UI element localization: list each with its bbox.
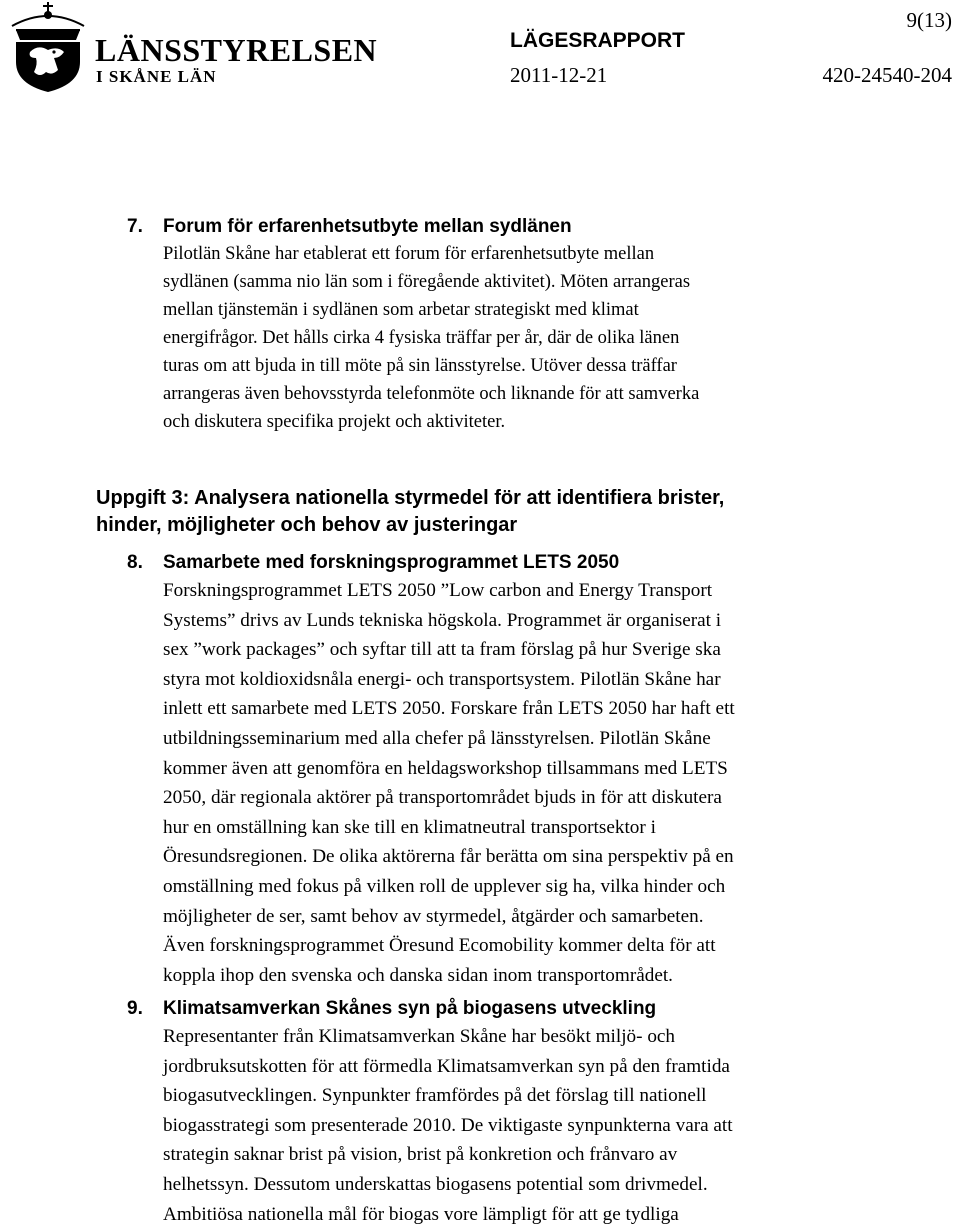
body-line: 2050, där regionala aktörer på transportområdet bjuds in för att diskutera <box>163 787 722 809</box>
griffin-crown-crest-icon <box>2 0 94 92</box>
body-line: Representanter från Klimatsamverkan Skåne har besökt miljö- och <box>163 1026 676 1047</box>
body-line: turas om att bjuda in till möte på sin länsstyrelse. Utöver dessa träffar <box>163 356 677 376</box>
body-line: energifrågor. Det hålls cirka 4 fysiska träffar per år, där de olika länen <box>163 328 680 348</box>
body-line: biogasstrategi som presenterade 2010. De viktigaste synpunkterna vara att <box>163 1114 733 1136</box>
org-name: LÄNSSTYRELSEN <box>95 32 378 68</box>
document-reference: 420-24540-204 <box>822 63 952 87</box>
body-line: Systems” drivs av Lunds tekniska högskola. Programmet är organiserat i <box>163 609 722 631</box>
section-body <box>163 1022 827 1229</box>
document-date: 2011-12-21 <box>510 63 608 87</box>
section-heading <box>127 550 827 576</box>
document-type: LÄGESRAPPORT <box>510 29 686 52</box>
page-number: 9(13) <box>906 8 952 32</box>
section-title: Samarbete med forskningsprogrammet LETS 2050 <box>163 552 620 573</box>
body-line: och diskutera specifika projekt och aktiviteter. <box>163 412 506 432</box>
task-heading-line: Uppgift 3: Analysera nationella styrmedel för att identifiera brister, <box>96 487 725 509</box>
section-title: Forum för erfarenhetsutbyte mellan sydlänen <box>163 216 572 237</box>
body-line: mellan tjänstemän i sydlänen som arbetar strategiskt med klimat <box>163 300 639 320</box>
org-subtitle: I SKÅNE LÄN <box>96 67 217 86</box>
section-8 <box>127 550 827 990</box>
body-line: jordbruksutskotten för att förmedla Klimatsamverkan syn på den framtida <box>163 1055 730 1077</box>
body-line: Forskningsprogrammet LETS 2050 ”Low carbon and Energy Transport <box>163 580 713 601</box>
body-line: omställning med fokus på vilken roll de upplever sig ha, vilka hinder och <box>163 875 726 897</box>
body-line: inlett ett samarbete med LETS 2050. Forskare från LETS 2050 har haft ett <box>163 698 735 720</box>
task-3-heading <box>96 485 856 539</box>
section-heading <box>127 214 827 240</box>
body-line: sex ”work packages” och syftar till att ta fram förslag på hur Sverige ska <box>163 639 721 661</box>
task-heading-line: hinder, möjligheter och behov av justeringar <box>96 514 518 536</box>
body-line: Ambitiösa nationella mål för biogas vore lämpligt för att ge tydliga <box>163 1203 679 1225</box>
section-body <box>163 240 827 436</box>
body-line: hur en omställning kan ske till en klimatneutral transportsektor i <box>163 816 656 838</box>
body-line: Pilotlän Skåne har etablerat ett forum för erfarenhetsutbyte mellan <box>163 244 655 264</box>
body-line: styra mot koldioxidsnåla energi- och transportsystem. Pilotlän Skåne har <box>163 668 721 690</box>
body-line: biogasutvecklingen. Synpunkter framfördes på det förslag till nationell <box>163 1085 707 1107</box>
section-number: 9. <box>127 998 143 1019</box>
page-header <box>0 0 960 100</box>
section-7 <box>127 214 827 436</box>
section-heading <box>127 996 827 1022</box>
section-number: 8. <box>127 552 143 573</box>
body-line: kommer även att genomföra en heldagsworkshop tillsammans med LETS <box>163 757 728 779</box>
body-line: arrangeras även behovsstyrda telefonmöte och liknande för att samverka <box>163 384 700 404</box>
body-line: helhetssyn. Dessutom underskattas biogasens potential som drivmedel. <box>163 1173 708 1195</box>
body-line: utbildningsseminarium med alla chefer på länsstyrelsen. Pilotlän Skåne <box>163 727 711 749</box>
section-body <box>163 576 827 990</box>
section-number: 7. <box>127 216 143 237</box>
section-title: Klimatsamverkan Skånes syn på biogasens utveckling <box>163 998 657 1019</box>
section-9 <box>127 996 827 1229</box>
body-line: Även forskningsprogrammet Öresund Ecomobility kommer delta för att <box>163 935 716 957</box>
body-line: sydlänen (samma nio län som i föregående aktivitet). Möten arrangeras <box>163 272 691 292</box>
body-line: Öresundsregionen. De olika aktörerna får berätta om sina perspektiv på en <box>163 846 734 868</box>
body-line: koppla ihop den svenska och danska sidan inom transportområdet. <box>163 964 673 986</box>
body-line: möjligheter de ser, samt behov av styrmedel, åtgärder och samarbeten. <box>163 905 704 927</box>
body-line: strategin saknar brist på vision, brist på konkretion och frånvaro av <box>163 1144 678 1166</box>
